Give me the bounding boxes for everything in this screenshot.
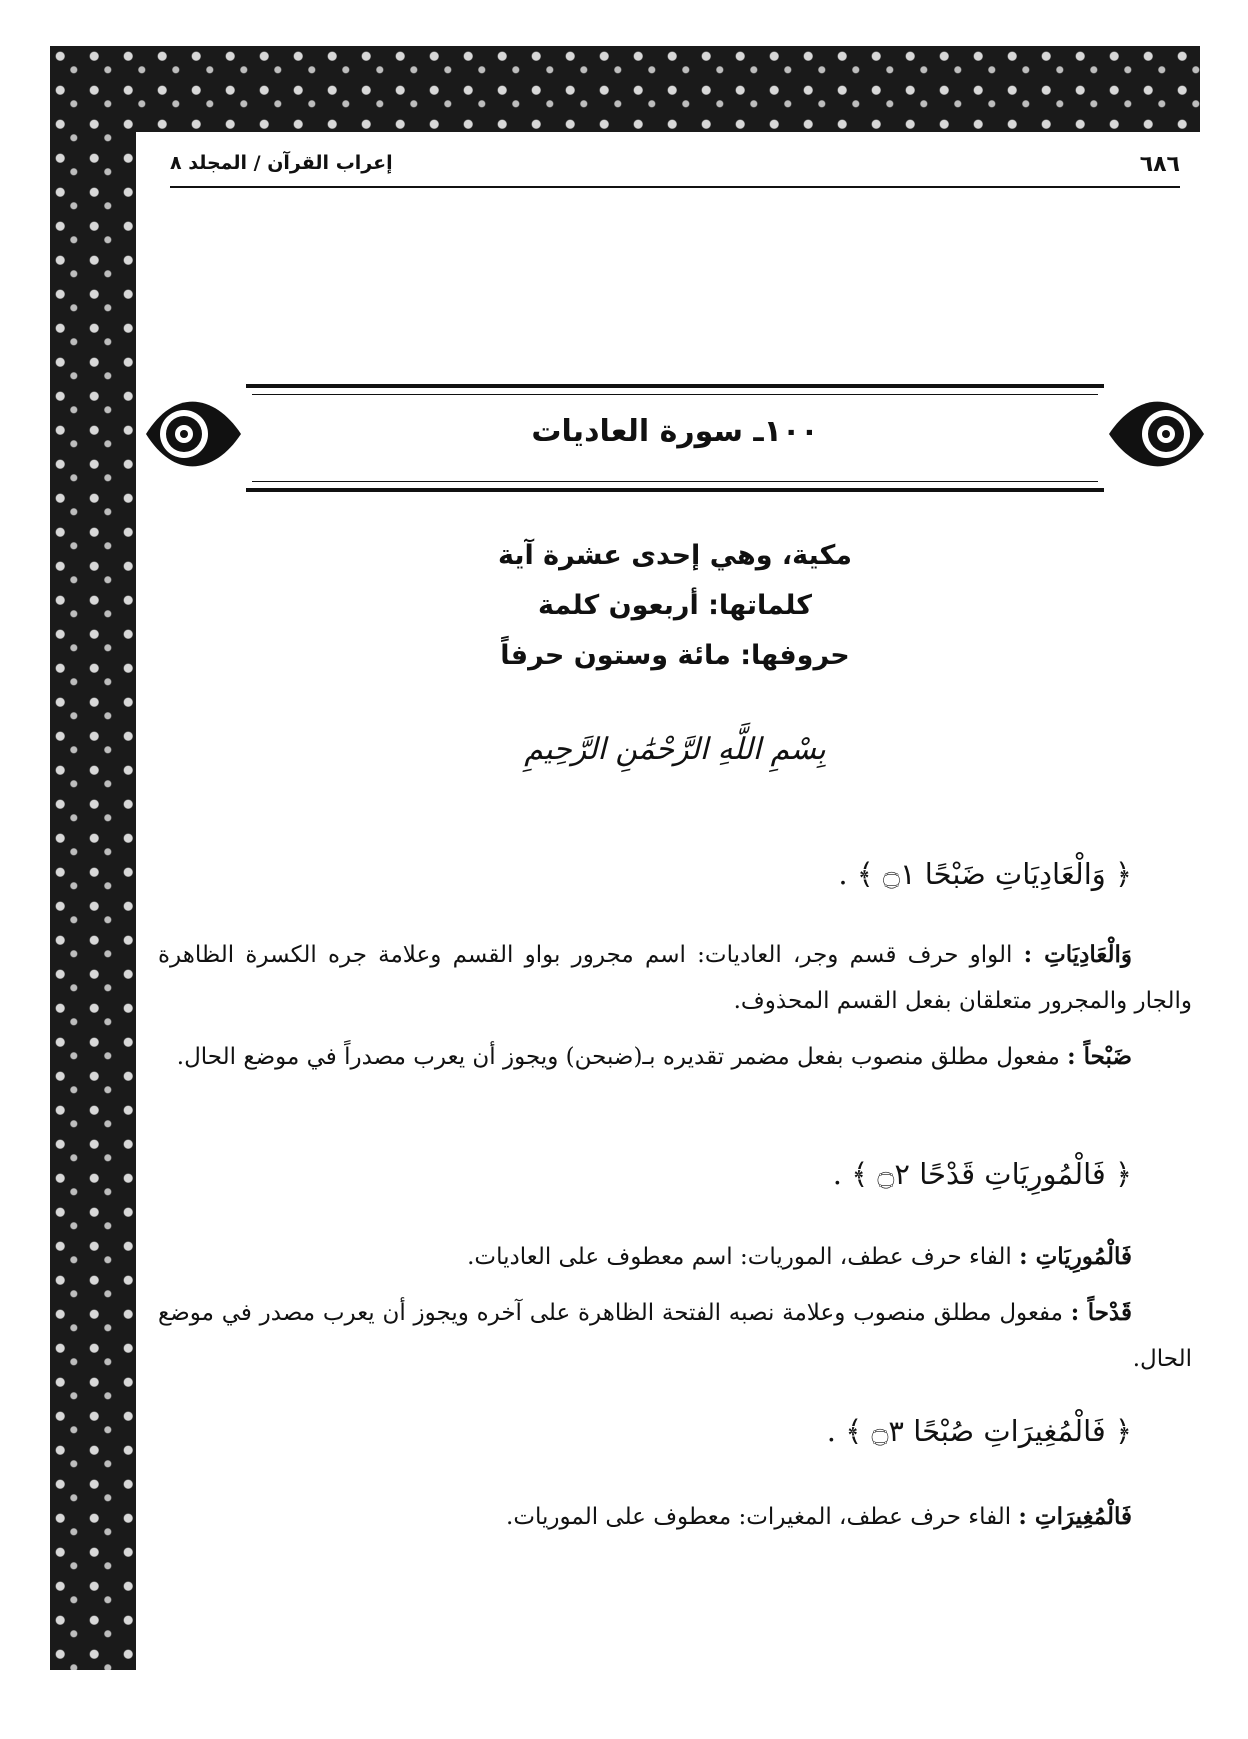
surah-info-line: مكية، وهي إحدى عشرة آية [498,540,852,571]
paragraph-text: الفاء حرف عطف، الموريات: اسم معطوف على العاديات. [467,1244,1020,1270]
paragraph-term: فَالْمُغِيرَاتِ : [1018,1503,1132,1530]
paragraph-text: الواو حرف قسم وجر، العاديات: اسم مجرور بواو القسم وعلامة جره الكسرة الظاهرة والجار والمجرور متعلقان بفعل القسم المحذوف. [158,942,1192,1014]
quran-verse: ﴿ فَالْمُورِيَاتِ قَدْحًا ۝٢ ﴾ . [832,1157,1132,1191]
running-header [170,150,1180,188]
paragraph [158,1494,1192,1540]
ornament-left-icon [136,376,246,492]
quran-verse: ﴿ وَالْعَادِيَاتِ ضَبْحًا ۝١ ﴾ . [838,857,1132,891]
paragraph-text: مفعول مطلق منصوب بفعل مضمر تقديره بـ(ضبحن) ويجوز أن يعرب مصدراً في موضع الحال. [176,1044,1068,1070]
ornament-right-icon [1104,376,1214,492]
paragraph [158,1034,1192,1080]
page-number: ٦٨٦ [1139,152,1180,177]
page-content [136,132,1214,1678]
paragraph-text: الفاء حرف عطف، المغيرات: معطوف على الموريات. [506,1504,1019,1530]
paragraph-term: فَالْمُورِيَاتِ : [1019,1243,1132,1270]
quran-verse: ﴿ فَالْمُغِيرَاتِ صُبْحًا ۝٣ ﴾ . [826,1414,1132,1448]
surah-info-line: كلماتها: أربعون كلمة [537,590,812,621]
decorative-border [50,46,1200,1670]
paragraph-term: قَدْحاً : [1070,1299,1132,1326]
basmala: بِسْمِ اللَّهِ الرَّحْمَٰنِ الرَّحِيمِ [524,732,826,767]
surah-info-line: حروفها: مائة وستون حرفاً [500,640,850,671]
paragraph [158,932,1192,1024]
paragraph [158,1290,1192,1382]
surah-title: ١٠٠ـ سورة العاديات [531,414,819,449]
book-title: إعراب القرآن / المجلد ٨ [170,152,393,174]
paragraph-term: وَالْعَادِيَاتِ : [1023,941,1132,968]
surah-banner [246,384,1104,492]
paragraph-text: مفعول مطلق منصوب وعلامة نصبه الفتحة الظاهرة على آخره ويجوز أن يعرب مصدر في موضع الحال. [158,1300,1192,1372]
paragraph [158,1234,1192,1280]
paragraph-term: ضَبْحاً : [1067,1043,1132,1070]
